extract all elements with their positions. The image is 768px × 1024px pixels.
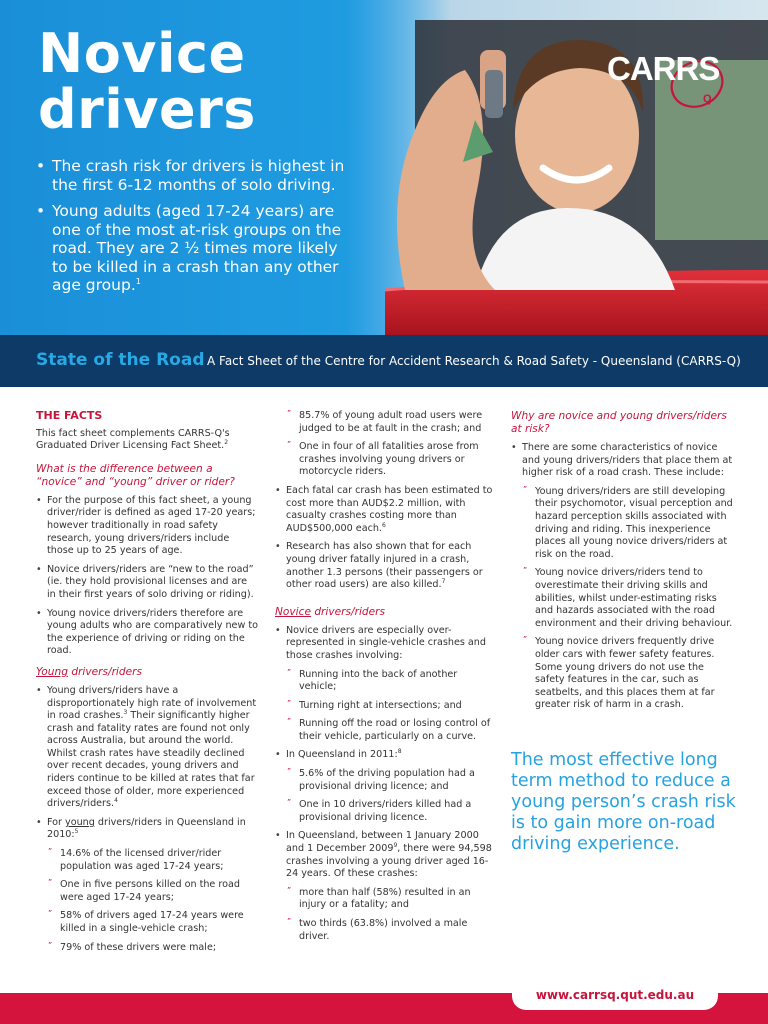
young-stats-list <box>36 848 258 954</box>
qld-2000-2009-stats <box>275 887 497 943</box>
list-item: • There are some characteristics of novice and young drivers/riders that place them at higher risk of a road crash. These include: <box>511 442 733 480</box>
state-of-road-banner <box>0 335 768 387</box>
column-3 <box>511 410 733 718</box>
qld-2000-2009-list <box>275 830 497 880</box>
website-pill[interactable] <box>512 980 718 1010</box>
banner-title: State of the Road <box>36 350 205 370</box>
website-link[interactable]: www.carrsq.qut.edu.au <box>535 988 695 1002</box>
column-2 <box>275 410 497 949</box>
banner-subtitle: A Fact Sheet of the Centre for Accident Research & Road Safety - Queensland (CARRS-Q) <box>207 354 741 368</box>
list-item: ” 14.6% of the licensed driver/rider population was aged 17-24 years; <box>36 848 258 873</box>
svg-text:CARRS: CARRS <box>607 50 720 87</box>
hero-bullet: • Young adults (aged 17-24 years) are one of the most at-risk groups on the road. They are 2 ½ times more likely to be killed in a crash than any other age group.$^1$ <box>36 202 356 295</box>
list-item: • Novice drivers are especially over- represented in single-vehicle crashes and those crashes involving: <box>275 625 497 663</box>
young-drivers-heading: Young drivers/riders <box>36 665 142 678</box>
facts-heading: THE FACTS <box>36 409 103 422</box>
list-item: ” 79% of these drivers were male; <box>36 942 258 955</box>
novice-crash-types <box>275 669 497 744</box>
young-drivers-list <box>36 685 258 842</box>
svg-text:Q: Q <box>703 93 712 105</box>
list-item: • For young drivers/riders in Queensland in 2010:$^5$ <box>36 817 258 842</box>
list-item: ” 58% of drivers aged 17-24 years were killed in a single-vehicle crash; <box>36 910 258 935</box>
list-item: • In Queensland, between 1 January 2000 and 1 December 2009$^9$, there were 94,598 crashes involving a young driver aged 16-24 years. Of these crashes: <box>275 830 497 880</box>
hero-bullet-list <box>36 157 356 303</box>
novice-vs-young-heading: What is the difference between a “novice” and “young” driver or rider? <box>36 462 235 488</box>
definition-list <box>36 495 258 658</box>
qld-2011-list <box>275 749 497 762</box>
intro-paragraph: This fact sheet complements CARRS-Q's Graduated Driver Licensing Fact Sheet.$^2$ <box>36 427 230 452</box>
hero-bullet: • The crash risk for drivers is highest in the first 6-12 months of solo driving. <box>36 157 356 194</box>
list-item: • Young novice drivers/riders therefore are young adults who are comparatively new to the experience of driving or riding on the road. <box>36 608 258 658</box>
list-item: ” One in five persons killed on the road were aged 17-24 years; <box>36 879 258 904</box>
novice-drivers-heading: Novice drivers/riders <box>275 605 386 618</box>
why-at-risk-heading: Why are novice and young drivers/riders at risk? <box>511 410 727 435</box>
list-item: ” One in 10 drivers/riders killed had a provisional driving licence. <box>275 799 497 824</box>
title-line-1: Novice <box>38 22 246 85</box>
hero-section <box>0 0 768 335</box>
list-item: • Novice drivers/riders are “new to the road” (ie. they hold provisional licenses and are in their first years of solo driving or riding). <box>36 564 258 602</box>
page-title <box>38 22 256 141</box>
column-1 <box>36 410 258 960</box>
list-item: • For the purpose of this fact sheet, a young driver/rider is defined as aged 17-20 years; however traditionally in road safety research, young drivers/riders include those up to 25 years of age. <box>36 495 258 558</box>
list-item: ” One in four of all fatalities arose from crashes involving young drivers or motorcycle riders. <box>275 441 497 479</box>
list-item: • Each fatal car crash has been estimated to cost more than AUD$2.2 million, with casualty crashes costing more than AUD$500,000 each.$^6$ <box>275 485 497 535</box>
footnote-ref: 1 <box>135 276 141 286</box>
list-item: ” Running off the road or losing control of their vehicle, particularly on a curve. <box>275 718 497 743</box>
list-item: ” Young drivers/riders are still developing their psychomotor, visual perception and hazard perception skills associated with driving and riding. This inexperience places all young novice drivers/riders at risk on the road. <box>511 486 733 562</box>
pull-quote: The most effective long term method to reduce a young person’s crash risk is to gain more on-road driving experience. <box>511 750 736 854</box>
list-item: ” Turning right at intersections; and <box>275 700 497 713</box>
novice-list <box>275 625 497 663</box>
title-line-2: drivers <box>38 78 256 141</box>
young-stats-continued <box>275 410 497 479</box>
list-item: • Young drivers/riders have a disproportionately high rate of involvement in road crashes.$^3$ Their significantly higher crash and fatality rates are found not only across Australia, but around the world. Whilst crash rates have steadily declined over recent decades, young drivers and riders continue to be killed at rates that far exceed those of older, more experienced drivers/riders.$^4$ <box>36 685 258 811</box>
list-item: ” 85.7% of young adult road users were judged to be at fault in the crash; and <box>275 410 497 435</box>
list-item: • Research has also shown that for each young driver fatally injured in a crash, another 1.3 persons (their passengers or other road users) are also killed.$^7$ <box>275 541 497 591</box>
carrsq-logo <box>605 38 730 108</box>
list-item: ” Young novice drivers frequently drive older cars with fewer safety features. Some young drivers do not use the safety features in the car, such as seatbelts, and this places them at far greater risk of harm in a crash. <box>511 636 733 712</box>
list-item: ” more than half (58%) resulted in an injury or a fatality; and <box>275 887 497 912</box>
risk-list <box>511 442 733 480</box>
risk-characteristics <box>511 486 733 712</box>
list-item: ” Running into the back of another vehicle; <box>275 669 497 694</box>
list-item: ” Young novice drivers/riders tend to overestimate their driving skills and abilities, whilst under-estimating risks and hazards associated with the road environment and their driving behaviour. <box>511 567 733 630</box>
list-item: ” 5.6% of the driving population had a provisional driving licence; and <box>275 768 497 793</box>
qld-2011-stats <box>275 768 497 824</box>
list-item: ” two thirds (63.8%) involved a male driver. <box>275 918 497 943</box>
cost-list <box>275 485 497 592</box>
list-item: • In Queensland in 2011:$^8$ <box>275 749 497 762</box>
